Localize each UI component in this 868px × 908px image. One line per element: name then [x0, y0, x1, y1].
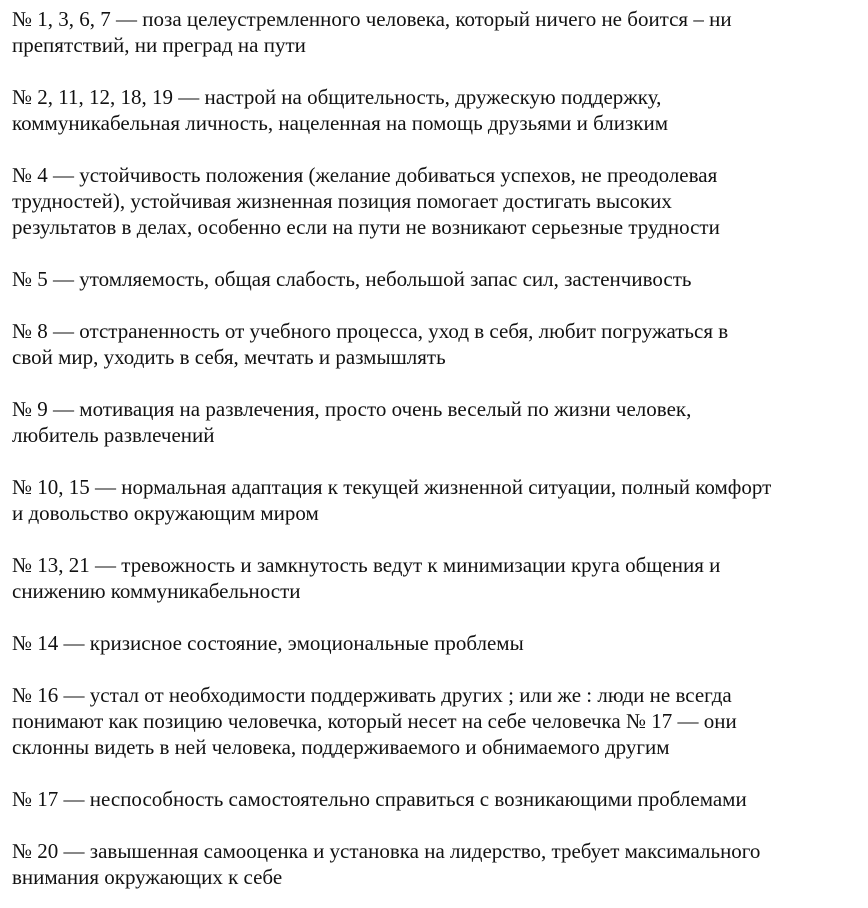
entry-8: № 8 — отстраненность от учебного процесса, уход в себя, любит погружаться в свой мир, уходить в себя, мечтать и размышлять — [12, 319, 729, 369]
entry-9: № 9 — мотивация на развлечения, просто очень веселый по жизни человек, любитель развлечений — [12, 397, 692, 447]
entry-2-11-12-18-19: № 2, 11, 12, 18, 19 — настрой на общительность, дружескую поддержку, коммуникабельная личность, нацеленная на помощь друзьями и близким — [12, 85, 669, 135]
entry-16: № 16 — устал от необходимости поддерживать других ; или же : люди не всегда понимают как позицию человечка, который несет на себе человечка № 17 — они склонны видеть в ней человека, поддерживаемого и обнимаемого другим — [12, 683, 737, 759]
entry-1-3-6-7: № 1, 3, 6, 7 — поза целеустремленного человека, который ничего не боится – ни препятствий, ни преград на пути — [12, 7, 732, 57]
entry-5: № 5 — утомляемость, общая слабость, небольшой запас сил, застенчивость — [12, 267, 692, 291]
entry-13-21: № 13, 21 — тревожность и замкнутость ведут к минимизации круга общения и снижению коммуникабельности — [12, 553, 721, 603]
entry-14: № 14 — кризисное состояние, эмоциональные проблемы — [12, 631, 524, 655]
entry-17: № 17 — неспособность самостоятельно справиться с возникающими проблемами — [12, 787, 747, 811]
entry-20: № 20 — завышенная самооценка и установка на лидерство, требует максимального внимания окружающих к себе — [12, 839, 761, 889]
entry-10-15: № 10, 15 — нормальная адаптация к текущей жизненной ситуации, полный комфорт и довольство окружающим миром — [12, 475, 772, 525]
entry-4: № 4 — устойчивость положения (желание добиваться успехов, не преодолевая трудностей), устойчивая жизненная позиция помогает достигать высоких результатов в делах, особенно если на пути не возникают серьезные трудности — [12, 163, 720, 239]
